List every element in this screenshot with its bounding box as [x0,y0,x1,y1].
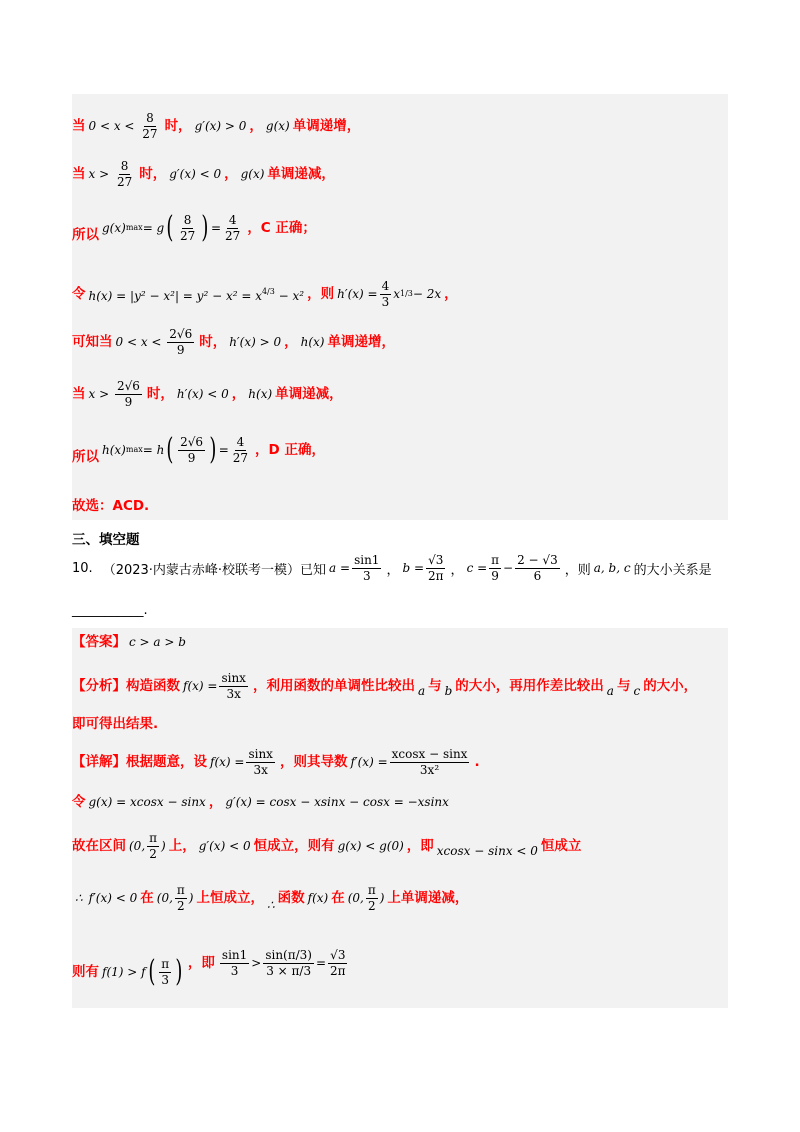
fraction: $\frac{2√6}{9}$ [116,378,140,409]
text: ，C 正确； [247,220,316,236]
solution-block-2 [72,628,728,1008]
math-function: f(x) [307,891,329,905]
text: 则有 [72,964,99,980]
math-var: a [417,684,426,698]
fraction: $\frac{4}{3}$ [381,278,390,309]
line-g-increasing [72,108,360,144]
text: ，则 [307,286,335,302]
line-analysis [72,666,697,706]
math-var: b [444,684,453,698]
fraction: $\frac{\sin x}{3x}$ [248,746,273,777]
math-condition: h′(x) < 0 [176,387,229,401]
text: ， [231,386,246,402]
text: ，则其导数 [279,754,348,770]
fraction: $\frac{\sin 1}{3}$ [221,947,248,978]
math-inequality: x > $\frac{8}{27}$ [88,158,133,189]
text: 上恒成立， [196,890,264,906]
text: ，D 正确， [255,442,325,458]
text: 在 [331,890,345,906]
text: 时， [146,386,174,402]
text: ，即 [406,838,434,854]
text: ，即 [187,955,215,971]
text: 函数 [277,890,305,906]
math-ineq: f(1) > f ( $\frac{\pi}{3}$ ) [102,954,183,989]
answer-label: 【答案】 [72,634,126,650]
math-b: b = $\frac{√3}{2\pi}$ [402,552,444,583]
math-fx: f(x) = $\frac{\sin x}{3x}$ [183,670,246,701]
text: 令 [72,286,86,302]
text: 所以 [72,227,99,243]
text: 可知当 [72,334,113,350]
fraction: $\frac{8}{27}$ [116,158,133,189]
math-hmax: h(x) max = h ( $\frac{2√6}{9}$ ) = $\frac{4}{27}$ [102,432,249,467]
line-h-define [72,276,458,312]
line-detail [72,742,480,782]
fraction: $\frac{2 - √3}{6}$ [517,552,558,583]
line-interval [72,826,581,866]
question-source: （2023·内蒙古赤峰·校联考一模）已知 [102,562,327,578]
math-condition: g(x) < g(0) [337,839,404,853]
math-function: h(x) [248,387,273,401]
text: 的大小， [643,678,698,694]
text: 单调递减， [267,166,335,182]
line-answer [72,630,189,654]
math-vars: a, b, c [593,561,631,575]
math-inequality: 0 < x < $\frac{2√6}{9}$ [115,326,193,357]
math-var: a [606,684,614,698]
fraction: $\frac{8}{27}$ [142,110,158,141]
text: ，则 [564,562,591,578]
fraction: $\frac{\sin x}{3x}$ [221,670,246,701]
math-g-derivative: g′(x) = cosx − xsinx − cosx = −xsinx [225,795,449,809]
math-h-expression: $h(x) = |y^2 - x^2| = y^2 - x^2 = x^{4/3} - x^2$ [88,287,305,303]
text: 时， [139,166,167,182]
text: ， [386,562,400,578]
line-therefore [72,878,468,918]
line-g-decreasing [72,156,335,192]
text: 的大小，再用作差比较出 [455,678,604,694]
text: 恒成立，则有 [253,838,335,854]
math-inequality: 0 < x < $\frac{8}{27}$ [88,110,158,141]
answer-blank: ___________. [72,602,148,618]
math-condition: g′(x) < 0 [198,839,251,853]
math-condition: xcosx − sinx < 0 [436,844,538,858]
math-g: g(x) = xcosx − sinx [88,795,206,809]
text: 上单调递减， [387,890,469,906]
fraction: $\frac{2√6}{9}$ [180,434,203,465]
fraction: $\frac{\sin(\pi/3)}{3 \times \pi/3}$ [265,947,312,978]
text: . [474,754,480,770]
text: 单调递减， [275,386,343,402]
math-compare: $\frac{\sin 1}{3}$ > $\frac{\sin(\pi/3)}{3 \times \pi/3}$ = $\frac{√3}{2\pi}$ [221,947,346,978]
math-function: h(x) [300,335,325,349]
text: 当 [72,166,86,182]
fraction: $\frac{\pi}{2}$ [367,882,376,913]
text: 时， [199,334,227,350]
math-a: a = $\frac{\sin 1}{3}$ [329,552,380,583]
solution-block-1 [72,94,728,520]
math-c: c = $\frac{\pi}{9}$ − $\frac{2 - √3}{6}$ [466,552,558,583]
text: 上， [168,838,196,854]
text: 单调递增， [327,334,395,350]
math-interval: (0, $\frac{\pi}{2}$ ) [129,830,166,861]
text: ， [444,286,458,302]
line-g-max [72,208,316,248]
math-h-derivative: h′(x) = $\frac{4}{3}$ x 1/3 − 2x [337,278,442,309]
fraction: $\frac{√3}{2\pi}$ [428,552,444,583]
math-interval: (0, $\frac{\pi}{2}$ ) [156,882,194,913]
math-fx: f(x) = $\frac{\sin x}{3x}$ [210,746,273,777]
math-function: g(x) [240,167,265,181]
math-function: g(x) [265,119,290,133]
therefore-symbol: ∴ [266,898,275,912]
line-g-define [72,790,452,814]
math-interval: (0, $\frac{\pi}{2}$ ) [347,882,385,913]
text: 即可得出结果. [72,716,159,732]
text: 时， [164,118,192,134]
line-h-increasing [72,324,395,360]
text: 所以 [72,449,99,465]
math-condition: f′(x) < 0 [88,891,138,905]
fraction: $\frac{√3}{2\pi}$ [330,947,346,978]
answer-value: c > a > b [129,635,186,649]
fraction: $\frac{4}{27}$ [232,434,249,465]
math-var: c [633,684,641,698]
math-inequality: x > $\frac{2√6}{9}$ [88,378,140,409]
text: ， [450,562,464,578]
text: 单调递增， [292,118,361,134]
text: 故在区间 [72,838,126,854]
text: 令 [72,794,86,810]
text: ， [224,166,238,182]
math-dfx: f′(x) = $\frac{xcosx - \sin x}{\text{3x²}}$ [350,746,468,777]
text: ， [249,118,263,134]
fraction: $\frac{8}{27}$ [179,212,196,243]
fraction: $\frac{\pi}{9}$ [491,552,500,583]
fraction: $\frac{\pi}{3}$ [161,956,170,987]
question-number: 10. [72,560,93,576]
math-condition: h′(x) > 0 [229,335,282,349]
analysis-label: 【分析】构造函数 [72,678,180,694]
text: 在 [140,890,154,906]
fraction: $\frac{\sin 1}{3}$ [354,552,380,583]
text: ， [208,794,223,810]
fraction: $\frac{\pi}{2}$ [176,882,185,913]
text: 当 [72,386,86,402]
text: ， [284,334,298,350]
math-condition: g′(x) > 0 [194,119,247,133]
line-choice [72,496,149,516]
fraction: $\frac{2√6}{9}$ [169,326,193,357]
section-title: 三、填空题 [72,532,140,548]
text: 恒成立 [540,838,582,854]
text: 故选：ACD. [72,498,150,514]
fraction: $\frac{\pi}{2}$ [149,830,158,861]
line-analysis-2 [72,714,158,734]
math-gmax: g(x) max = g ( $\frac{8}{27}$ ) = $\frac{4}{27}$ [102,210,241,245]
math-condition: g′(x) < 0 [169,167,222,181]
therefore-symbol: ∴ [75,891,83,905]
fraction: $\frac{xcosx - \sin x}{\text{3x²}}$ [391,746,468,777]
line-conclusion [72,928,353,998]
detail-label: 【详解】根据题意，设 [72,754,207,770]
text: 与 [428,678,442,694]
text: 当 [72,118,86,134]
text: 与 [616,678,631,694]
text: ，利用函数的单调性比较出 [252,678,415,694]
line-h-max [72,428,325,472]
question-10 [72,548,712,588]
fraction: $\frac{4}{27}$ [225,212,241,243]
line-h-decreasing [72,376,343,412]
text: 的大小关系是 [633,562,712,578]
